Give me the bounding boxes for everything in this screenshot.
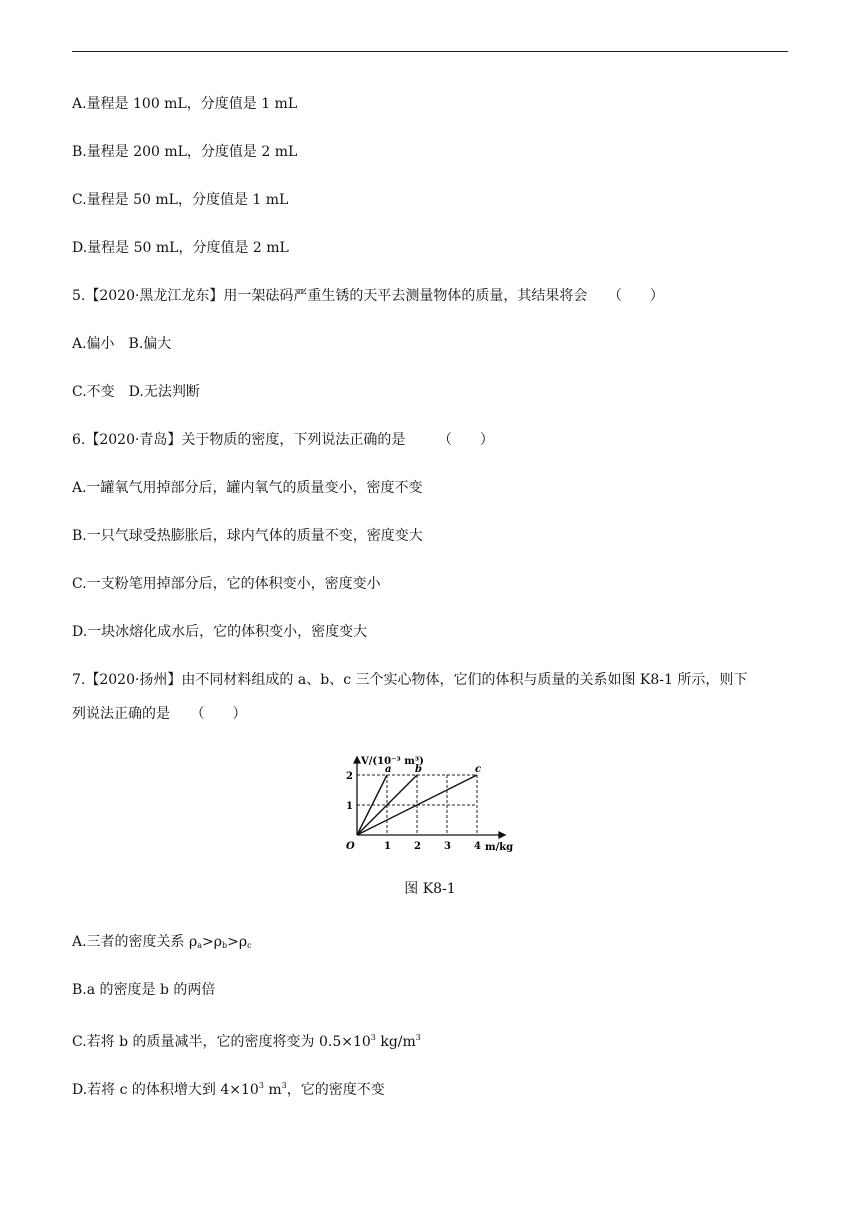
x-tick-label: 4 [474,841,481,852]
q6-option-b: B.一只气球受热膨胀后，球内气体的质量不变，密度变大 [72,528,423,544]
q6-stem-text: 6.【2020·青岛】关于物质的密度，下列说法正确的是 [72,432,406,448]
series-label-b: b [415,764,422,775]
q7-option-b: B.a 的密度是 b 的两倍 [72,982,216,998]
rho-sub-c: c [247,941,252,950]
rho-sub-b: b [222,941,228,950]
x-axis-label: m/kg [485,842,514,853]
q7-stem-line1: 7.【2020·扬州】由不同材料组成的 a、b、c 三个实心物体，它们的体积与质量的关系如图 K8-1 所示，则下 [72,672,748,688]
exponent: 3 [258,1081,264,1090]
unit: m [263,1082,282,1098]
q4-option-d: D.量程是 50 mL，分度值是 2 mL [72,240,289,256]
q7-option-d-prefix: D.若将 c 的体积增大到 4×10 [72,1082,259,1098]
exponent: 3 [370,1033,376,1042]
rho-sub-a: a [197,941,203,950]
q5-options-line1: A.偏小 B.偏大 [72,336,172,352]
series-label-a: a [385,764,392,775]
q4-option-c: C.量程是 50 mL，分度值是 1 mL [72,192,289,208]
gt-sign-1: >ρ [202,934,222,950]
q6-stem [72,431,494,449]
q7-stem-line2-text: 列说法正确的是 [72,706,170,722]
gt-sign-2: >ρ [227,934,248,950]
q6-option-c: C.一支粉笔用掉部分后，它的体积变小，密度变小 [72,576,381,592]
header-rule [72,51,788,52]
q7-option-a-prefix: A.三者的密度关系 ρ [72,934,198,950]
q6-answer-paren: （ ） [437,432,494,448]
unit: kg/m [375,1034,416,1050]
y-tick-label: 1 [346,801,353,812]
volume-mass-graph [340,755,520,855]
q6-option-a: A.一罐氧气用掉部分后，罐内氧气的质量变小，密度不变 [72,480,423,496]
figure-caption: 图 K8-1 [404,881,456,897]
q7-option-d [72,1077,385,1099]
series-label-c: c [475,764,482,775]
unit-exponent: 3 [415,1033,421,1042]
q4-option-b: B.量程是 200 mL，分度值是 2 mL [72,144,298,160]
q6-option-d: D.一块冰熔化成水后，它的体积变小，密度变大 [72,624,368,640]
q7-stem-line2 [72,705,246,723]
q7-answer-paren: （ ） [190,706,247,722]
q7-option-d-suffix: ，它的密度不变 [286,1082,385,1098]
q4-option-a: A.量程是 100 mL，分度值是 1 mL [72,96,298,112]
q7-option-c-prefix: C.若将 b 的质量减半，它的密度将变为 0.5×10 [72,1034,371,1050]
y-tick-label: 2 [346,771,353,782]
x-tick-label: 1 [384,841,391,852]
q7-option-a [72,933,252,955]
q5-options-line2: C.不变 D.无法判断 [72,384,200,400]
y-axis-label: V/(10⁻³ m³) [361,756,424,767]
q7-option-c [72,1029,421,1051]
unit-exponent: 3 [281,1081,287,1090]
q5-stem [72,287,664,305]
q5-stem-text: 5.【2020·黑龙江龙东】用一架砝码严重生锈的天平去测量物体的质量，其结果将会 [72,288,588,304]
label-layer [346,764,481,852]
q5-answer-paren: （ ） [607,288,664,304]
x-tick-label: 3 [444,841,451,852]
origin-label: O [346,841,355,852]
y-axis-arrow [354,757,360,763]
x-axis-arrow [499,832,505,838]
x-tick-label: 2 [414,841,421,852]
